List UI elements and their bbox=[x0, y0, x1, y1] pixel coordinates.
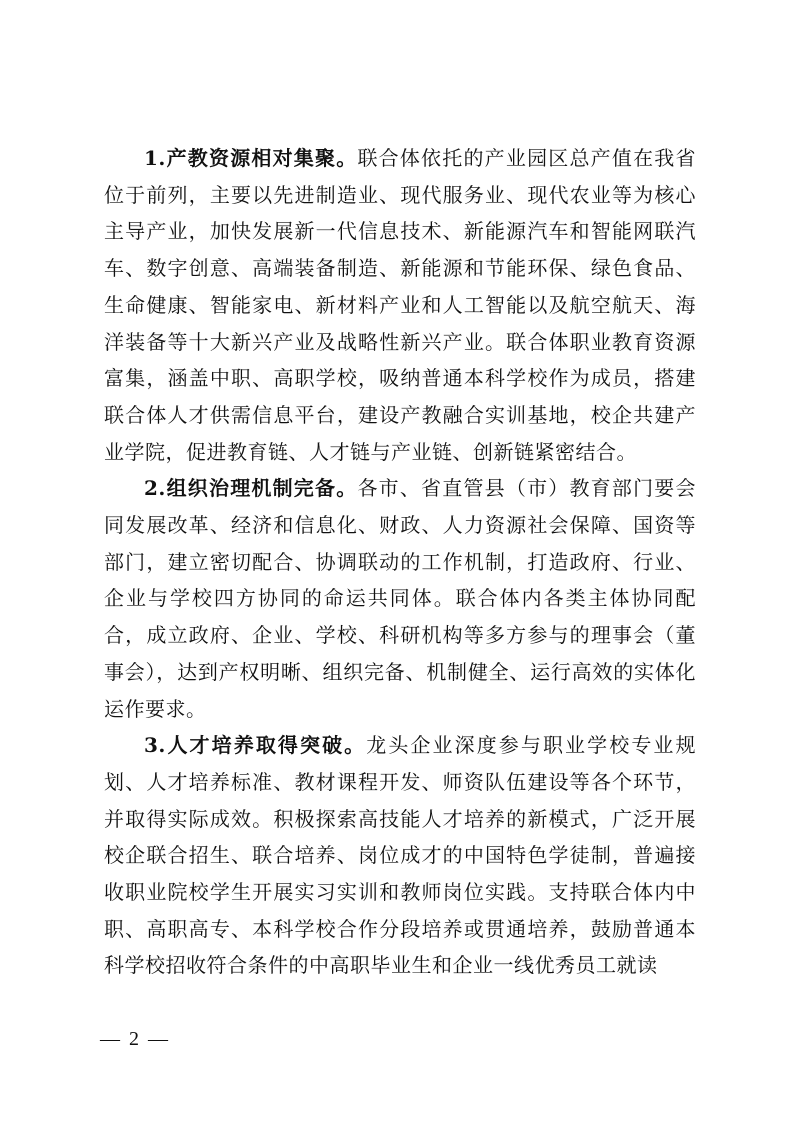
paragraph-3-heading: 3.人才培养取得突破。 bbox=[144, 733, 367, 758]
paragraph-1-heading: 1.产教资源相对集聚。 bbox=[144, 146, 358, 170]
paragraph-2-heading: 2.组织治理机制完备。 bbox=[144, 476, 358, 501]
document-body bbox=[104, 140, 696, 984]
paragraph-1-body: 联合体依托的产业园区总产值在我省位于前列，主要以先进制造业、现代服务业、现代农业等为核心主导产业，加快发展新一代信息技术、新能源汽车和智能网联汽车、数字创意、高端装备制造、新能源和节能环保、绿色食品、生命健康、智能家电、新材料产业和人工智能以及航空航天、海洋装备等十大新兴产业及战略性新兴产业。联合体职业教育资源富集，涵盖中职、高职学校，吸纳普通本科学校作为成员，搭建联合体人才供需信息平台，建设产教融合实训基地，校企共建产业学院，促进教育链、人才链与产业链、创新链紧密结合。 bbox=[104, 146, 697, 464]
paragraph-2 bbox=[104, 470, 696, 727]
paragraph-3-body: 龙头企业深度参与职业学校专业规划、人才培养标准、教材课程开发、师资队伍建设等各个环节，并取得实际成效。积极探索高技能人才培养的新模式，广泛开展校企联合招生、联合培养、岗位成才的中国特色学徒制，普遍接收职业院校学生开展实习实训和教师岗位实践。支持联合体内中职、高职高专、本科学校合作分段培养或贯通培养，鼓励普通本科学校招收符合条件的中高职毕业生和企业一线优秀员工就读 bbox=[104, 733, 696, 978]
paragraph-2-body: 各市、省直管县（市）教育部门要会同发展改革、经济和信息化、财政、人力资源社会保障、国资等部门，建立密切配合、协调联动的工作机制，打造政府、行业、企业与学校四方协同的命运共同体。联合体内各类主体协同配合，成立政府、企业、学校、科研机构等多方参与的理事会（董事会），达到产权明晰、组织完备、机制健全、运行高效的实体化运作要求。 bbox=[104, 476, 697, 721]
paragraph-3 bbox=[104, 727, 696, 984]
paragraph-1 bbox=[104, 140, 696, 470]
page-number: — 2 — bbox=[100, 1028, 170, 1050]
